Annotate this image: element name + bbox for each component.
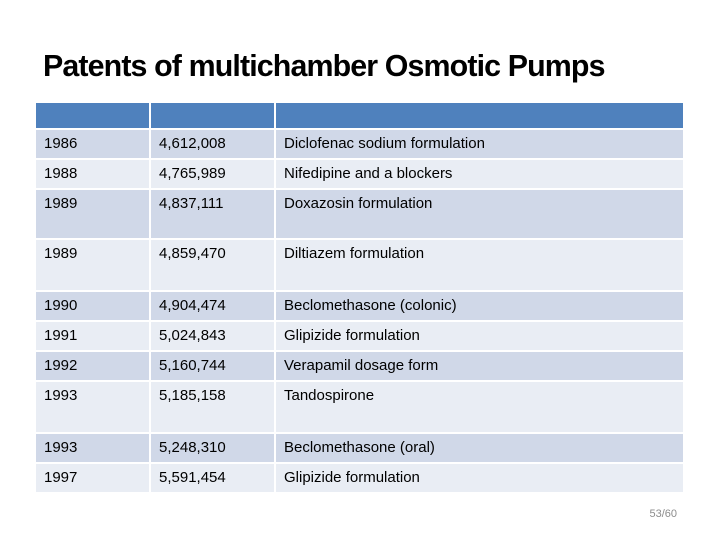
patents-table [34,101,685,494]
patent-number-cell: 4,837,111 [151,190,274,238]
patent-number-cell: 5,591,454 [151,464,274,492]
description-cell: Tandospirone [276,382,683,432]
year-cell: 1993 [36,382,149,432]
description-cell: Doxazosin formulation [276,190,683,238]
table-row [36,130,683,158]
patent-number-cell: 5,248,310 [151,434,274,462]
table-row [36,464,683,492]
year-cell: 1991 [36,322,149,350]
year-cell: 1992 [36,352,149,380]
year-cell: 1986 [36,130,149,158]
description-cell: Verapamil dosage form [276,352,683,380]
year-cell: 1997 [36,464,149,492]
patent-number-cell: 4,904,474 [151,292,274,320]
table-row [36,190,683,238]
description-cell: Glipizide formulation [276,464,683,492]
year-cell: 1993 [36,434,149,462]
table-row [36,240,683,290]
patent-number-cell: 5,185,158 [151,382,274,432]
patent-number-cell: 5,024,843 [151,322,274,350]
table-row [36,160,683,188]
description-cell: Nifedipine and a blockers [276,160,683,188]
patent-number-cell: 4,859,470 [151,240,274,290]
table-header-row [36,103,683,128]
patent-number-cell: 5,160,744 [151,352,274,380]
year-cell: 1990 [36,292,149,320]
description-cell: Glipizide formulation [276,322,683,350]
header-cell [36,103,149,128]
page-number: 53/60 [649,508,677,520]
year-cell: 1989 [36,240,149,290]
patent-number-cell: 4,612,008 [151,130,274,158]
table-row [36,382,683,432]
year-cell: 1989 [36,190,149,238]
year-cell: 1988 [36,160,149,188]
table-row [36,322,683,350]
header-cell [151,103,274,128]
table-row [36,352,683,380]
slide-title: Patents of multichamber Osmotic Pumps [43,48,605,83]
description-cell: Beclomethasone (oral) [276,434,683,462]
description-cell: Diltiazem formulation [276,240,683,290]
patent-number-cell: 4,765,989 [151,160,274,188]
description-cell: Diclofenac sodium formulation [276,130,683,158]
table-row [36,434,683,462]
header-cell [276,103,683,128]
table-row [36,292,683,320]
description-cell: Beclomethasone (colonic) [276,292,683,320]
